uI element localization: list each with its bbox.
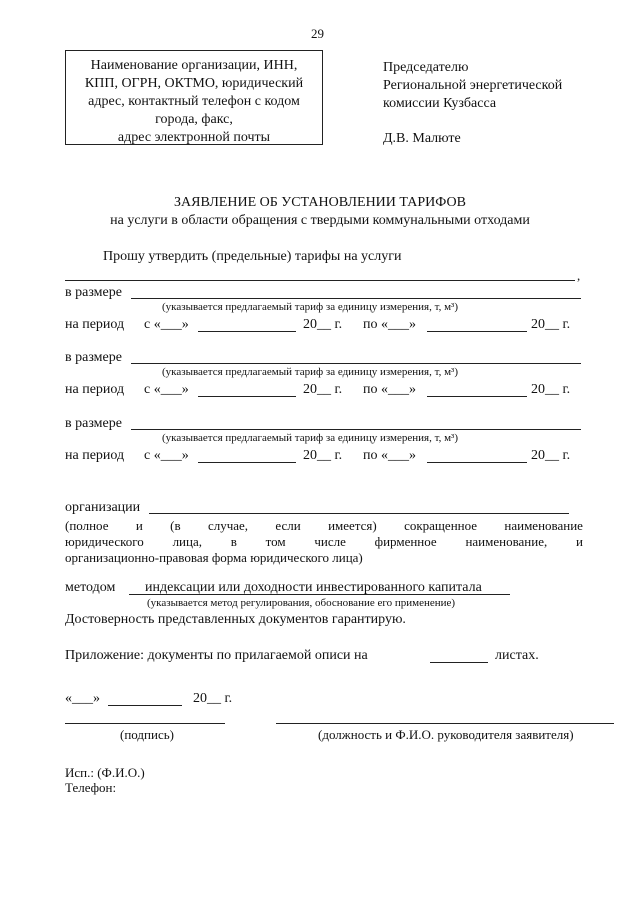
tariff-1-to-month-field[interactable]: [427, 331, 527, 332]
tariff-3-to[interactable]: по «___»: [363, 448, 416, 463]
services-comma: ,: [577, 268, 581, 283]
tariff-3-period-label: на период: [65, 448, 125, 463]
executor-name-label: Исп.: (Ф.И.О.): [65, 765, 145, 780]
tariff-2-period-label: на период: [65, 382, 125, 397]
tariff-2-to-month-field[interactable]: [427, 396, 527, 397]
tariff-3-year1[interactable]: 20__ г.: [303, 448, 343, 463]
addressee-line-1: Председателю: [383, 60, 469, 75]
signature-label: (подпись): [120, 727, 174, 742]
tariff-3-hint: (указывается предлагаемый тариф за единицу измерения, т, м³): [162, 432, 458, 444]
services-blank-line[interactable]: [65, 280, 575, 281]
org-box-line-3: адрес, контактный телефон с кодом: [88, 94, 300, 109]
signature-field[interactable]: [65, 723, 225, 724]
document-title: ЗАЯВЛЕНИЕ ОБ УСТАНОВЛЕНИИ ТАРИФОВ: [174, 195, 466, 210]
guarantee-statement: Достоверность представленных документов гарантирую.: [65, 612, 406, 627]
org-box-line-5: адрес электронной почты: [117, 130, 271, 145]
tariff-1-year1[interactable]: 20__ г.: [303, 317, 343, 332]
organization-details-box: [65, 50, 323, 145]
tariff-2-year1[interactable]: 20__ г.: [303, 382, 343, 397]
addressee-line-3: комиссии Кузбасса: [383, 96, 497, 111]
organization-note-line-2: юридического лица, в том числе фирменное наименование, и: [65, 534, 583, 549]
org-box-line-2: КПП, ОГРН, ОКТМО, юридический: [84, 76, 304, 91]
tariff-2-size-label: в размере: [65, 350, 122, 365]
date-month-field[interactable]: [108, 705, 182, 706]
date-day[interactable]: «___»: [65, 691, 100, 706]
tariff-2-hint: (указывается предлагаемый тариф за единицу измерения, т, м³): [162, 366, 458, 378]
tariff-1-from[interactable]: с «___»: [144, 317, 189, 332]
org-box-line-1: Наименование организации, ИНН,: [90, 58, 298, 73]
method-hint: (указывается метод регулирования, обоснование его применение): [147, 597, 456, 609]
tariff-2-size-field[interactable]: [131, 363, 581, 364]
tariff-1-size-label: в размере: [65, 285, 122, 300]
tariff-1-size-field[interactable]: [131, 298, 581, 299]
tariff-2-from[interactable]: с «___»: [144, 382, 189, 397]
tariff-3-year2[interactable]: 20__ г.: [531, 448, 571, 463]
tariff-1-from-month-field[interactable]: [198, 331, 296, 332]
addressee-line-2: Региональной энергетической: [383, 78, 563, 93]
position-name-field[interactable]: [276, 723, 614, 724]
document-subtitle: на услуги в области обращения с твердыми коммунальными отходами: [110, 213, 530, 228]
date-year[interactable]: 20__ г.: [193, 691, 233, 706]
attachment-suffix: листах.: [495, 648, 539, 663]
tariff-3-from-month-field[interactable]: [198, 462, 296, 463]
attachment-text: Приложение: документы по прилагаемой описи на: [65, 648, 368, 663]
organization-name-field[interactable]: [149, 513, 569, 514]
organization-note-line-3: организационно-правовая форма юридического лица): [65, 550, 363, 565]
page-number: 29: [311, 26, 324, 41]
tariff-3-from[interactable]: с «___»: [144, 448, 189, 463]
addressee-name: Д.В. Малюте: [383, 131, 461, 146]
tariff-1-period-label: на период: [65, 317, 125, 332]
position-label: (должность и Ф.И.О. руководителя заявителя): [318, 727, 574, 742]
tariff-2-year2[interactable]: 20__ г.: [531, 382, 571, 397]
executor-phone-label: Телефон:: [65, 780, 117, 795]
organization-note-line-1: (полное и (в случае, если имеется) сокращенное наименование: [65, 518, 583, 533]
method-value[interactable]: индексации или доходности инвестированного капитала: [145, 580, 482, 595]
attachment-sheets-field[interactable]: [430, 662, 488, 663]
tariff-3-to-month-field[interactable]: [427, 462, 527, 463]
tariff-2-from-month-field[interactable]: [198, 396, 296, 397]
tariff-3-size-label: в размере: [65, 416, 122, 431]
tariff-3-size-field[interactable]: [131, 429, 581, 430]
tariff-1-hint: (указывается предлагаемый тариф за единицу измерения, т, м³): [162, 301, 458, 313]
org-box-line-4: города, факс,: [155, 112, 233, 127]
tariff-2-to[interactable]: по «___»: [363, 382, 416, 397]
tariff-1-year2[interactable]: 20__ г.: [531, 317, 571, 332]
method-label: методом: [65, 580, 116, 595]
request-text: Прошу утвердить (предельные) тарифы на услуги: [103, 249, 402, 264]
tariff-1-to[interactable]: по «___»: [363, 317, 416, 332]
organization-label: организации: [65, 500, 141, 515]
